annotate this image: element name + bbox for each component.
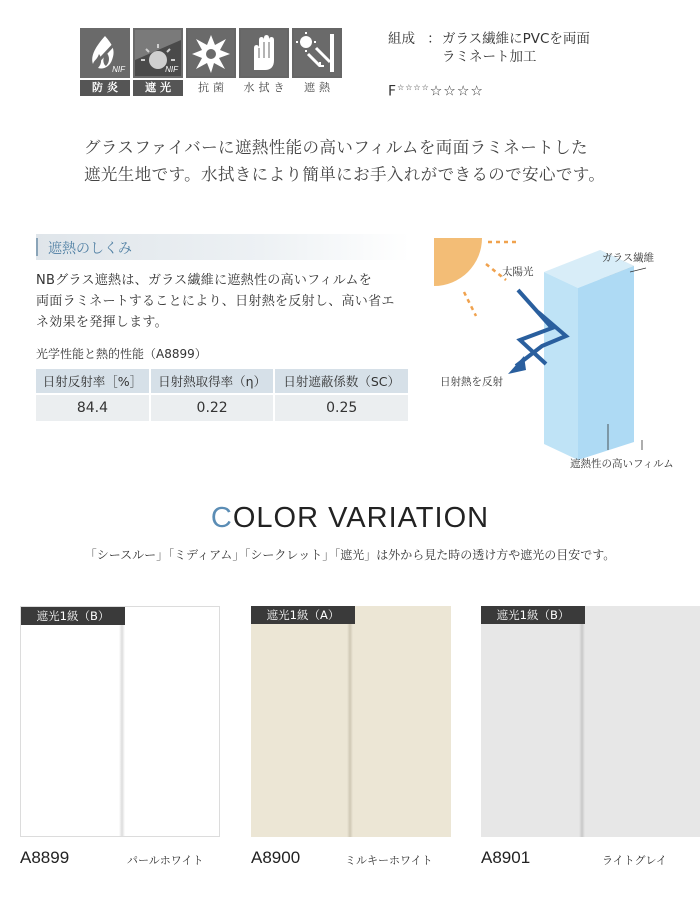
mechanism-description	[36, 270, 416, 333]
product-code: A8901	[481, 848, 531, 867]
nif-mark: NIF	[112, 65, 125, 74]
table-header: 日射反射率［%］	[36, 369, 150, 394]
composition-separator: ：	[427, 31, 441, 47]
panel-face	[578, 266, 634, 460]
swatch-fold	[347, 606, 353, 837]
swatch-pearl-white[interactable]	[20, 606, 220, 837]
swatch-fold	[579, 606, 585, 837]
film-label: 遮熱性の高いフィルム	[570, 458, 674, 470]
shading-badge: 遮光1級（B）	[481, 606, 585, 624]
table-header-row	[36, 369, 409, 394]
composition-key: 組成	[388, 31, 415, 47]
table-cell: 84.4	[36, 394, 150, 421]
swatch-fold	[119, 607, 125, 836]
color-name: パールホワイト	[127, 854, 204, 867]
product-code: A8899	[20, 848, 70, 867]
heading-accent-bar	[36, 238, 38, 256]
composition-value-line1: ガラス繊維にPVCを両面	[442, 31, 590, 47]
panel-front	[544, 272, 578, 460]
performance-title: 光学性能と熱的性能（A8899）	[36, 347, 207, 361]
formaldehyde-stars: ☆☆☆☆	[429, 83, 484, 100]
antibacterial-icon	[186, 28, 236, 78]
performance-table	[36, 369, 410, 421]
title-first-letter: C	[210, 502, 233, 534]
section-heading-text: 遮熱のしくみ	[48, 241, 132, 257]
feature-label: 遮光	[133, 80, 183, 96]
swatch-milky-white[interactable]	[251, 606, 451, 837]
color-variation-title	[0, 502, 700, 535]
intro-line2: 遮光生地です。水拭きにより簡単にお手入れができるので安心です。	[84, 165, 606, 184]
feature-label: 抗菌	[198, 81, 228, 94]
mechanism-line3: ネ効果を発揮します。	[36, 315, 168, 330]
color-name: ライトグレイ	[602, 854, 667, 867]
heat-shield-icon	[292, 28, 342, 78]
title-rest: OLOR VARIATION	[232, 502, 490, 534]
glass-fiber-label: ガラス繊維	[602, 252, 655, 264]
feature-icons	[80, 28, 342, 96]
color-name: ミルキーホワイト	[345, 854, 433, 867]
table-header: 日射遮蔽係数（SC）	[274, 369, 409, 394]
table-row	[36, 394, 409, 421]
feature-antibacterial	[186, 28, 236, 96]
heat-shield-diagram	[420, 228, 700, 478]
feature-blackout	[133, 28, 183, 96]
formaldehyde-f: F	[388, 83, 398, 100]
table-cell: 0.22	[150, 394, 275, 421]
sun-icon	[434, 238, 482, 286]
table-cell: 0.25	[274, 394, 409, 421]
feature-label: 水拭き	[243, 81, 289, 94]
arrow-head-icon	[508, 356, 526, 374]
formaldehyde-sup: ☆☆☆☆	[397, 83, 430, 92]
feature-flame-retardant	[80, 28, 130, 96]
composition-spec	[388, 30, 590, 66]
blackout-icon	[133, 28, 183, 78]
composition-value-line2: ラミネート加工	[442, 49, 537, 65]
shading-badge: 遮光1級（B）	[21, 607, 125, 625]
feature-label: 防炎	[80, 80, 130, 96]
reflect-label: 日射熱を反射	[440, 376, 503, 388]
feature-label: 遮熱	[304, 81, 334, 94]
feature-wipeable	[239, 28, 289, 96]
section-heading	[36, 234, 410, 260]
swatch-light-gray[interactable]	[481, 606, 700, 837]
color-variation-note: 「シースルー」「ミディアム」「シークレット」「遮光」は外から見た時の透け方や遮光の目安です。	[84, 548, 616, 562]
table-header: 日射熱取得率（η）	[150, 369, 275, 394]
nif-mark: NIF	[165, 65, 178, 74]
flame-retardant-icon	[80, 28, 130, 78]
wipeable-icon	[239, 28, 289, 78]
diagram-graphic	[420, 228, 700, 478]
sunlight-label: 太陽光	[502, 266, 534, 278]
intro-text	[84, 134, 644, 188]
formaldehyde-rating	[388, 83, 484, 100]
feature-heat-shield	[292, 28, 342, 96]
mechanism-line2: 両面ラミネートすることにより、日射熱を反射し、高い省エ	[36, 294, 395, 309]
product-code: A8900	[251, 848, 301, 867]
shading-badge: 遮光1級（A）	[251, 606, 355, 624]
mechanism-line1: NBグラス遮熱は、ガラス繊維に遮熱性の高いフィルムを	[36, 273, 373, 288]
intro-line1: グラスファイバーに遮熱性能の高いフィルムを両面ラミネートした	[84, 138, 588, 157]
